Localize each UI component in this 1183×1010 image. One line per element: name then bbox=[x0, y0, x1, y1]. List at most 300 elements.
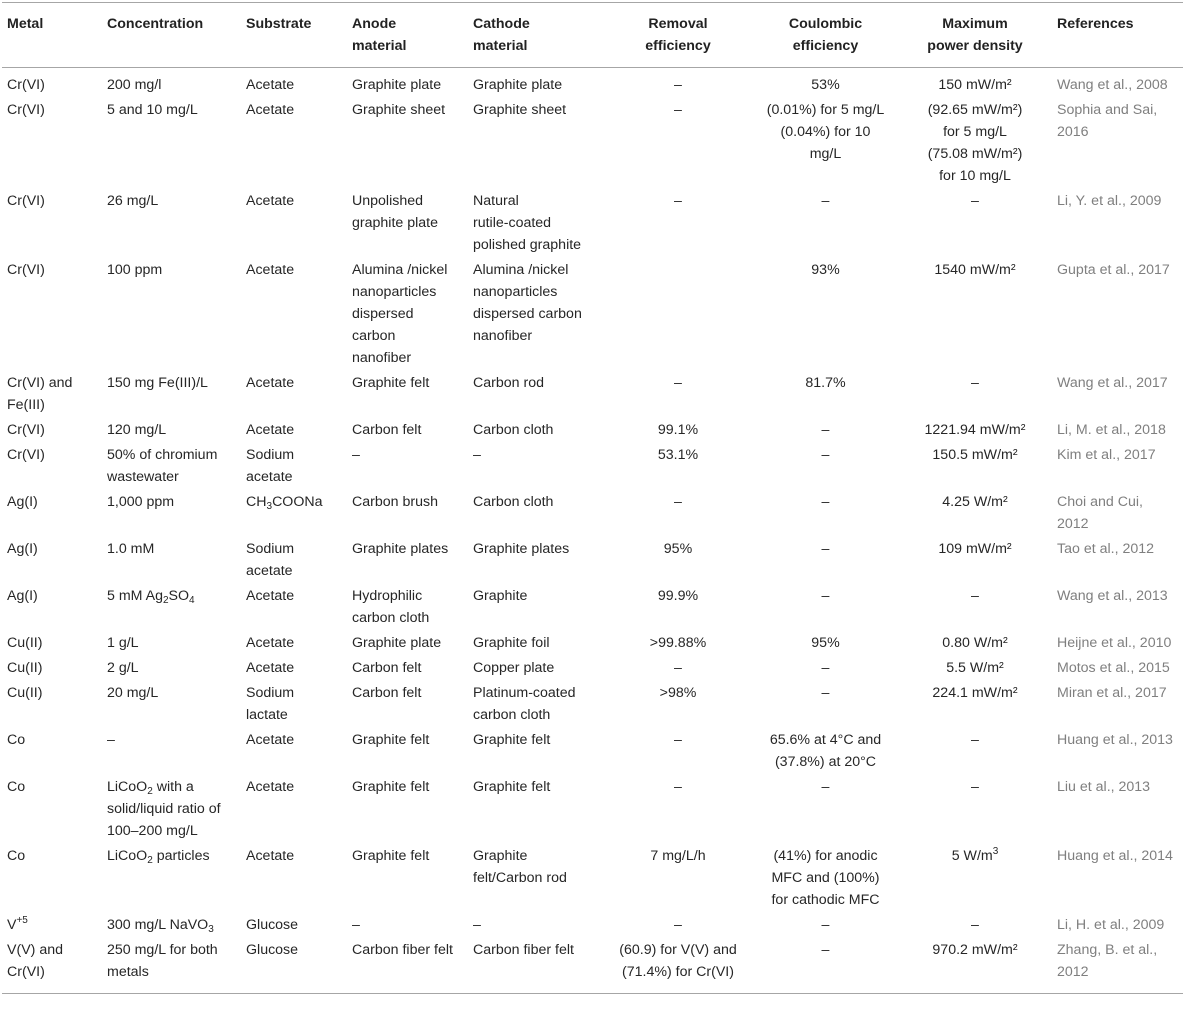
cell-metal bbox=[2, 443, 102, 490]
cell-cathode bbox=[468, 189, 603, 258]
cell-metal bbox=[2, 631, 102, 656]
cell-line: – bbox=[971, 917, 979, 933]
table-row bbox=[2, 844, 1183, 913]
cell-coulombic bbox=[753, 631, 898, 656]
cell-reference bbox=[1052, 584, 1183, 631]
cell-line: Glucose bbox=[246, 942, 299, 958]
cell-line: – bbox=[674, 102, 682, 118]
cell-line: 100 ppm bbox=[107, 262, 163, 278]
cell-power bbox=[898, 258, 1052, 371]
cell-cathode bbox=[468, 371, 603, 418]
cell-removal bbox=[603, 681, 753, 728]
cell-line: – bbox=[473, 917, 481, 933]
cell-coulombic bbox=[753, 443, 898, 490]
table-row bbox=[2, 258, 1183, 371]
cell-line: metals bbox=[107, 964, 149, 980]
cell-metal bbox=[2, 189, 102, 258]
cell-line bbox=[107, 585, 236, 607]
cell-substrate bbox=[241, 656, 347, 681]
subscript: 4 bbox=[189, 595, 195, 606]
cell-line: Graphite plates bbox=[352, 541, 449, 557]
cell-line: – bbox=[821, 541, 830, 557]
cell-line: Alumina /nickel bbox=[352, 262, 448, 278]
table-row bbox=[2, 490, 1183, 537]
cell-removal bbox=[603, 537, 753, 584]
cell-line: Acetate bbox=[246, 635, 295, 651]
cell-line: – bbox=[674, 779, 682, 795]
cell-reference bbox=[1052, 371, 1183, 418]
table-row bbox=[2, 656, 1183, 681]
subscript: 2 bbox=[147, 786, 153, 797]
cell-coulombic bbox=[753, 98, 898, 189]
table-row bbox=[2, 443, 1183, 490]
cell-cathode bbox=[468, 681, 603, 728]
cell-cathode bbox=[468, 775, 603, 844]
cell-line: Cr(VI) bbox=[7, 102, 45, 118]
cell-metal bbox=[2, 68, 102, 99]
cell-line: Sodium bbox=[246, 685, 295, 701]
header-references: References bbox=[1052, 3, 1183, 68]
cell-line: 2016 bbox=[1057, 124, 1089, 140]
cell-line: Acetate bbox=[246, 77, 295, 93]
cell-line: 1.0 mM bbox=[107, 541, 155, 557]
cell-concentration bbox=[102, 681, 241, 728]
cell-line: 93% bbox=[811, 262, 840, 278]
cell-line: lactate bbox=[246, 707, 288, 723]
cell-line: 99.1% bbox=[657, 422, 699, 438]
cell-cathode bbox=[468, 631, 603, 656]
cell-line: – bbox=[821, 685, 830, 701]
cell-line: (60.9) for V(V) and bbox=[619, 942, 737, 958]
cell-line: Acetate bbox=[246, 660, 295, 676]
cell-cathode bbox=[468, 656, 603, 681]
cell-substrate bbox=[241, 681, 347, 728]
cell-anode bbox=[347, 490, 468, 537]
text-part: 5 W/m bbox=[951, 848, 993, 864]
cell-line: Graphite plate bbox=[473, 77, 563, 93]
cell-line: Li, M. et al., 2018 bbox=[1057, 422, 1166, 438]
cell-line: (92.65 mW/m²) bbox=[927, 102, 1023, 118]
cell-power bbox=[898, 418, 1052, 443]
cell-line: Fe(III) bbox=[7, 397, 45, 413]
cell-line: – bbox=[473, 447, 481, 463]
cell-concentration bbox=[102, 938, 241, 994]
cell-cathode bbox=[468, 584, 603, 631]
cell-anode bbox=[347, 537, 468, 584]
cell-metal bbox=[2, 418, 102, 443]
cell-anode bbox=[347, 68, 468, 99]
cell-line: Graphite plate bbox=[352, 635, 442, 651]
cell-line: 970.2 mW/m² bbox=[932, 942, 1018, 958]
cell-line: Gupta et al., 2017 bbox=[1057, 262, 1170, 278]
cell-line: Acetate bbox=[246, 193, 295, 209]
cell-substrate bbox=[241, 189, 347, 258]
cell-line: V(V) and bbox=[7, 942, 63, 958]
table-row bbox=[2, 775, 1183, 844]
header-concentration: Concentration bbox=[102, 3, 241, 68]
cell-concentration bbox=[102, 631, 241, 656]
cell-line: 99.9% bbox=[657, 588, 699, 604]
cell-metal bbox=[2, 656, 102, 681]
cell-anode bbox=[347, 443, 468, 490]
cell-line: Co bbox=[7, 732, 26, 748]
cell-line bbox=[7, 914, 97, 936]
cell-line: Wang et al., 2008 bbox=[1057, 77, 1168, 93]
cell-concentration bbox=[102, 913, 241, 938]
cell-removal bbox=[603, 584, 753, 631]
cell-line: 250 mg/L for both bbox=[107, 942, 218, 958]
cell-line: 4.25 W/m² bbox=[942, 494, 1008, 510]
cell-power bbox=[898, 775, 1052, 844]
cell-line bbox=[903, 845, 1047, 867]
cell-line: acetate bbox=[246, 563, 293, 579]
cell-substrate bbox=[241, 913, 347, 938]
cell-anode bbox=[347, 913, 468, 938]
cell-removal bbox=[603, 775, 753, 844]
cell-anode bbox=[347, 371, 468, 418]
text-part: V bbox=[7, 917, 17, 933]
cell-reference bbox=[1052, 258, 1183, 371]
cell-anode bbox=[347, 681, 468, 728]
cell-power bbox=[898, 98, 1052, 189]
cell-line: Carbon felt bbox=[352, 660, 422, 676]
cell-power bbox=[898, 913, 1052, 938]
cell-reference bbox=[1052, 631, 1183, 656]
cell-line: Graphite bbox=[473, 588, 528, 604]
text-part: CH bbox=[246, 494, 267, 510]
cell-metal bbox=[2, 98, 102, 189]
cell-substrate bbox=[241, 98, 347, 189]
cell-coulombic bbox=[753, 584, 898, 631]
cell-line: 50% of chromium bbox=[107, 447, 218, 463]
cell-cathode bbox=[468, 913, 603, 938]
cell-removal bbox=[603, 98, 753, 189]
cell-substrate bbox=[241, 728, 347, 775]
cell-line: – bbox=[821, 917, 830, 933]
cell-reference bbox=[1052, 490, 1183, 537]
cell-concentration bbox=[102, 584, 241, 631]
cell-cathode bbox=[468, 443, 603, 490]
cell-power bbox=[898, 728, 1052, 775]
superscript: +5 bbox=[16, 915, 28, 926]
cell-line: 95% bbox=[663, 541, 693, 557]
cell-line: Hydrophilic bbox=[352, 588, 423, 604]
cell-line: Cu(II) bbox=[7, 685, 43, 701]
cell-reference bbox=[1052, 537, 1183, 584]
cell-line: Graphite felt bbox=[352, 732, 430, 748]
cell-reference bbox=[1052, 844, 1183, 913]
header-max-power-density: Maximum power density bbox=[898, 3, 1052, 68]
cell-line: (0.04%) for 10 bbox=[780, 124, 871, 140]
cell-line: – bbox=[674, 917, 682, 933]
cell-concentration bbox=[102, 844, 241, 913]
cell-coulombic bbox=[753, 490, 898, 537]
cell-line: Acetate bbox=[246, 588, 295, 604]
cell-line: Carbon fiber felt bbox=[352, 942, 453, 958]
cell-anode bbox=[347, 418, 468, 443]
cell-metal bbox=[2, 844, 102, 913]
superscript: 3 bbox=[992, 846, 999, 857]
table-row bbox=[2, 68, 1183, 99]
text-part: 300 mg/L NaVO bbox=[107, 917, 209, 933]
cell-line: – bbox=[971, 375, 979, 391]
cell-line: for 10 mg/L bbox=[939, 168, 1011, 184]
cell-line: – bbox=[821, 942, 830, 958]
cell-cathode bbox=[468, 98, 603, 189]
cell-line: – bbox=[821, 660, 830, 676]
cell-line: 95% bbox=[811, 635, 840, 651]
cell-anode bbox=[347, 584, 468, 631]
cell-line: Ag(I) bbox=[7, 494, 38, 510]
cell-coulombic bbox=[753, 418, 898, 443]
cell-line: mg/L bbox=[809, 146, 842, 162]
cell-power bbox=[898, 681, 1052, 728]
cell-line: – bbox=[971, 779, 979, 795]
cell-concentration bbox=[102, 490, 241, 537]
header-removal-efficiency: Removal efficiency bbox=[603, 3, 753, 68]
cell-line: Natural bbox=[473, 193, 519, 209]
text-part: COONa bbox=[272, 494, 323, 510]
cell-line bbox=[107, 914, 236, 936]
cell-substrate bbox=[241, 371, 347, 418]
table-row bbox=[2, 98, 1183, 189]
cell-removal bbox=[603, 938, 753, 994]
cell-line: Wang et al., 2013 bbox=[1057, 588, 1168, 604]
cell-cathode bbox=[468, 938, 603, 994]
cell-reference bbox=[1052, 681, 1183, 728]
cell-line: Kim et al., 2017 bbox=[1057, 447, 1156, 463]
cell-line: Liu et al., 2013 bbox=[1057, 779, 1151, 795]
cell-line: – bbox=[821, 422, 830, 438]
cell-removal bbox=[603, 371, 753, 418]
cell-line: Carbon felt bbox=[352, 422, 422, 438]
subscript: 3 bbox=[208, 924, 214, 935]
cell-line: – bbox=[821, 779, 830, 795]
table-row bbox=[2, 371, 1183, 418]
cell-line: Graphite sheet bbox=[352, 102, 446, 118]
cell-line: Co bbox=[7, 848, 26, 864]
cell-line: 65.6% at 4°C and bbox=[769, 732, 882, 748]
cell-line: MFC and (100%) bbox=[771, 870, 880, 886]
cell-line: Heijne et al., 2010 bbox=[1057, 635, 1172, 651]
cell-removal bbox=[603, 68, 753, 99]
cell-cathode bbox=[468, 537, 603, 584]
cell-line: Motos et al., 2015 bbox=[1057, 660, 1170, 676]
cell-cathode bbox=[468, 68, 603, 99]
cell-power bbox=[898, 631, 1052, 656]
cell-metal bbox=[2, 728, 102, 775]
cell-line: Acetate bbox=[246, 262, 295, 278]
cell-line: Cr(VI) bbox=[7, 193, 45, 209]
cell-line: 0.80 W/m² bbox=[942, 635, 1008, 651]
subscript: 2 bbox=[162, 595, 169, 606]
cell-line: 1540 mW/m² bbox=[934, 262, 1016, 278]
table-row bbox=[2, 418, 1183, 443]
cell-line: Miran et al., 2017 bbox=[1057, 685, 1167, 701]
table-row bbox=[2, 537, 1183, 584]
cell-line: Acetate bbox=[246, 102, 295, 118]
cell-line: Acetate bbox=[246, 732, 295, 748]
cell-line: 2 g/L bbox=[107, 660, 139, 676]
cell-line: (41%) for anodic bbox=[773, 848, 878, 864]
cell-cathode bbox=[468, 490, 603, 537]
cell-power bbox=[898, 68, 1052, 99]
cell-substrate bbox=[241, 631, 347, 656]
cell-line: Carbon brush bbox=[352, 494, 438, 510]
cell-line: Platinum-coated bbox=[473, 685, 576, 701]
cell-line: Cu(II) bbox=[7, 660, 43, 676]
cell-cathode bbox=[468, 728, 603, 775]
cell-coulombic bbox=[753, 656, 898, 681]
metal-removal-table bbox=[2, 2, 1183, 994]
cell-line: Co bbox=[7, 779, 26, 795]
cell-line: Wang et al., 2017 bbox=[1057, 375, 1168, 391]
cell-reference bbox=[1052, 728, 1183, 775]
cell-line: nanofiber bbox=[352, 350, 412, 366]
cell-line: carbon bbox=[352, 328, 396, 344]
cell-concentration bbox=[102, 68, 241, 99]
table-body bbox=[2, 68, 1183, 994]
cell-anode bbox=[347, 775, 468, 844]
cell-coulombic bbox=[753, 913, 898, 938]
cell-removal bbox=[603, 656, 753, 681]
cell-line: 1221.94 mW/m² bbox=[924, 422, 1026, 438]
cell-line: Graphite plate bbox=[352, 77, 442, 93]
cell-line: Li, Y. et al., 2009 bbox=[1057, 193, 1162, 209]
cell-metal bbox=[2, 371, 102, 418]
cell-line: Acetate bbox=[246, 848, 295, 864]
cell-line: Acetate bbox=[246, 779, 295, 795]
cell-line: – bbox=[821, 588, 830, 604]
cell-line: Carbon cloth bbox=[473, 422, 554, 438]
cell-line: Graphite felt bbox=[473, 779, 551, 795]
cell-line: 2012 bbox=[1057, 964, 1089, 980]
cell-concentration bbox=[102, 775, 241, 844]
cell-metal bbox=[2, 681, 102, 728]
cell-reference bbox=[1052, 656, 1183, 681]
cell-line: carbon cloth bbox=[473, 707, 551, 723]
cell-metal bbox=[2, 537, 102, 584]
cell-anode bbox=[347, 631, 468, 656]
cell-line: Graphite felt bbox=[473, 732, 551, 748]
cell-removal bbox=[603, 490, 753, 537]
table-row bbox=[2, 913, 1183, 938]
cell-line: wastewater bbox=[107, 469, 179, 485]
cell-coulombic bbox=[753, 189, 898, 258]
cell-coulombic bbox=[753, 844, 898, 913]
cell-line: Carbon fiber felt bbox=[473, 942, 574, 958]
cell-line: felt/Carbon rod bbox=[473, 870, 567, 886]
subscript: 2 bbox=[147, 855, 153, 866]
cell-line: – bbox=[971, 588, 979, 604]
cell-coulombic bbox=[753, 371, 898, 418]
cell-line: nanofiber bbox=[473, 328, 533, 344]
subscript: 3 bbox=[266, 501, 273, 512]
cell-line: Glucose bbox=[246, 917, 299, 933]
cell-line: Carbon felt bbox=[352, 685, 422, 701]
cell-line: 150 mg Fe(III)/L bbox=[107, 375, 208, 391]
cell-removal bbox=[603, 631, 753, 656]
table-row bbox=[2, 728, 1183, 775]
cell-cathode bbox=[468, 258, 603, 371]
cell-line: – bbox=[971, 193, 979, 209]
table-row bbox=[2, 631, 1183, 656]
cell-concentration bbox=[102, 371, 241, 418]
table-row bbox=[2, 681, 1183, 728]
cell-line: Sophia and Sai, bbox=[1057, 102, 1158, 118]
cell-line: Zhang, B. et al., bbox=[1057, 942, 1158, 958]
text-part: 5 mM Ag bbox=[107, 588, 163, 604]
cell-anode bbox=[347, 189, 468, 258]
cell-line: Graphite foil bbox=[473, 635, 550, 651]
cell-line: (75.08 mW/m²) bbox=[927, 146, 1023, 162]
cell-metal bbox=[2, 775, 102, 844]
header-cathode-material: Cathode material bbox=[468, 3, 603, 68]
cell-reference bbox=[1052, 913, 1183, 938]
cell-line: 2012 bbox=[1057, 516, 1089, 532]
cell-power bbox=[898, 189, 1052, 258]
cell-substrate bbox=[241, 68, 347, 99]
cell-line: 150 mW/m² bbox=[938, 77, 1012, 93]
cell-removal bbox=[603, 443, 753, 490]
cell-line: – bbox=[352, 447, 360, 463]
cell-line: – bbox=[821, 447, 830, 463]
cell-line: dispersed carbon bbox=[473, 306, 582, 322]
cell-line: 224.1 mW/m² bbox=[932, 685, 1018, 701]
cell-line bbox=[246, 491, 342, 513]
cell-line: 7 mg/L/h bbox=[650, 848, 706, 864]
cell-power bbox=[898, 938, 1052, 994]
cell-line: >99.88% bbox=[649, 635, 707, 651]
cell-line: carbon cloth bbox=[352, 610, 430, 626]
table-row bbox=[2, 938, 1183, 994]
cell-line: Acetate bbox=[246, 422, 295, 438]
cell-cathode bbox=[468, 844, 603, 913]
cell-line: Sodium bbox=[246, 541, 295, 557]
cell-line: Tao et al., 2012 bbox=[1057, 541, 1155, 557]
cell-coulombic bbox=[753, 938, 898, 994]
cell-power bbox=[898, 371, 1052, 418]
cell-line bbox=[107, 845, 236, 867]
cell-substrate bbox=[241, 938, 347, 994]
cell-line: – bbox=[107, 732, 115, 748]
cell-line: rutile-coated bbox=[473, 215, 552, 231]
cell-line: acetate bbox=[246, 469, 293, 485]
cell-line: Ag(I) bbox=[7, 588, 38, 604]
cell-line: Alumina /nickel bbox=[473, 262, 569, 278]
cell-line: 20 mg/L bbox=[107, 685, 159, 701]
cell-metal bbox=[2, 938, 102, 994]
cell-reference bbox=[1052, 938, 1183, 994]
cell-line: nanoparticles bbox=[352, 284, 437, 300]
cell-line: – bbox=[674, 494, 682, 510]
cell-concentration bbox=[102, 443, 241, 490]
cell-line: (0.01%) for 5 mg/L bbox=[766, 102, 885, 118]
cell-anode bbox=[347, 98, 468, 189]
cell-anode bbox=[347, 258, 468, 371]
cell-line: – bbox=[674, 77, 682, 93]
cell-line: Cu(II) bbox=[7, 635, 43, 651]
cell-line: Cr(VI) and bbox=[7, 375, 73, 391]
cell-line: – bbox=[821, 494, 830, 510]
cell-line: Cr(VI) bbox=[7, 77, 45, 93]
cell-substrate bbox=[241, 258, 347, 371]
cell-power bbox=[898, 443, 1052, 490]
cell-substrate bbox=[241, 537, 347, 584]
cell-metal bbox=[2, 913, 102, 938]
cell-line: 1 g/L bbox=[107, 635, 139, 651]
cell-coulombic bbox=[753, 537, 898, 584]
